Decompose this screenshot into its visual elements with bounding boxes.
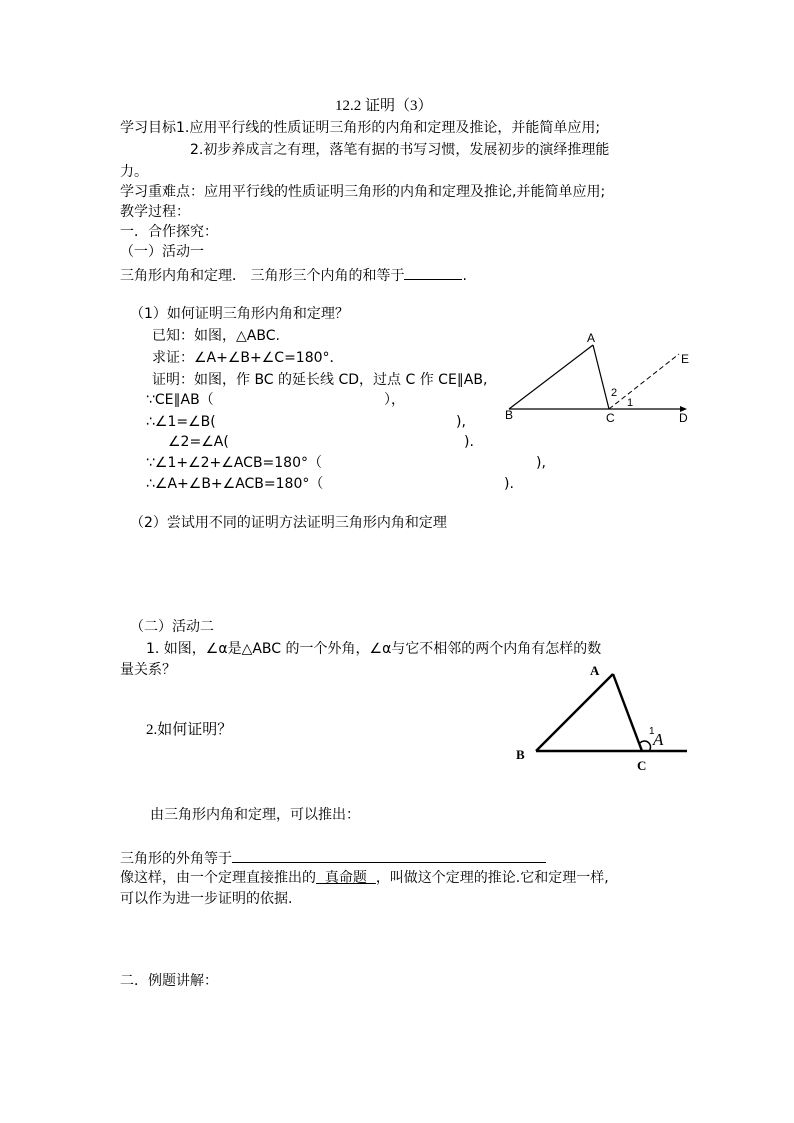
teaching-process: 教学过程： [120, 204, 190, 220]
question-1: （1）如何证明三角形内角和定理？ [130, 306, 349, 322]
label-c: C [637, 758, 647, 773]
objectives-line-1 [120, 118, 600, 138]
label-a: A [590, 663, 600, 678]
proof-step-4-left: ∵∠1+∠2+∠ACB=180°（ [146, 455, 322, 471]
angle-2-label: 2 [611, 387, 618, 399]
angle-alpha-label: A [653, 730, 664, 749]
corollary-text-b: ，叫做这个定理的推论.它和定理一样, [375, 870, 609, 886]
label-e: E [681, 352, 690, 366]
proof-step-5-right: ). [504, 476, 514, 492]
activity-1-heading: （一）活动一 [120, 244, 204, 260]
triangle-figure-2 [512, 660, 692, 775]
label-c: C [606, 411, 615, 423]
proof-step-1-right: ）， [384, 392, 405, 408]
proof-step-1-left: ∵CE∥AB（ [146, 392, 214, 408]
page-title: 12.2 证明（3） [335, 98, 433, 114]
exterior-angle-text: 三角形的外角等于 [120, 851, 232, 867]
objective-1: 1.应用平行线的性质证明三角形的内角和定理及推论，并能简单应用; [176, 120, 601, 136]
theorem-end: . [462, 268, 467, 284]
section-2-heading: 二．例题讲解： [120, 973, 218, 989]
corollary-definition [120, 868, 609, 888]
ray-ce [609, 354, 679, 409]
label-b: B [516, 747, 525, 762]
section-1-heading: 一．合作探究： [120, 224, 218, 240]
side-ac [613, 674, 642, 751]
proof-step-3-left: ∠2=∠A( [168, 434, 229, 450]
objective-2-cont: 力。 [120, 164, 148, 180]
exterior-angle-blank[interactable] [232, 847, 546, 863]
activity-2-q1-line-2: 量关系？ [120, 662, 176, 678]
side-ac [593, 345, 609, 409]
triangle-figure-1 [503, 333, 693, 423]
label-a: A [587, 333, 596, 345]
label-d: D [679, 411, 688, 423]
corollary-continuation: 可以作为进一步证明的依据. [120, 891, 293, 907]
proof-intro: 证明：如图，作 BC 的延长线 CD，过点 C 作 CE∥AB, [152, 372, 488, 388]
derive-statement: 由三角形内角和定理，可以推出： [150, 807, 360, 823]
theorem-statement [120, 264, 467, 286]
corollary-text-a: 像这样，由一个定理直接推出的 [120, 870, 316, 886]
label-b: B [505, 408, 514, 422]
key-points: 学习重难点：应用平行线的性质证明三角形的内角和定理及推论,并能简单应用; [120, 184, 606, 200]
exterior-angle-statement [120, 847, 546, 869]
tick-mark: 1 [649, 726, 655, 737]
proof-step-4-right: ), [536, 455, 546, 471]
question-2: （2）尝试用不同的证明方法证明三角形内角和定理 [130, 515, 447, 531]
proof-step-2-right: ), [456, 414, 466, 430]
angle-1-label: 1 [627, 397, 634, 409]
activity-2-q1-line-1: 1. 如图，∠α是△ABC 的一个外角，∠α与它不相邻的两个内角有怎样的数 [146, 641, 602, 657]
theorem-blank[interactable] [404, 264, 462, 280]
given-statement: 已知：如图，△ABC. [152, 328, 280, 344]
objective-2: 2.初步养成言之有理，落笔有据的书写习惯，发展初步的演绎推理能 [190, 142, 610, 158]
prove-statement: 求证：∠A+∠B+∠C=180°． [152, 350, 344, 366]
objectives-label: 学习目标 [120, 120, 176, 136]
side-ba [509, 345, 593, 409]
proof-step-5-left: ∴∠A+∠B+∠ACB=180°（ [146, 476, 324, 492]
proof-step-3-right: ). [464, 434, 474, 450]
side-ab [536, 674, 613, 751]
corollary-term: 真命题 [316, 870, 376, 886]
proof-step-2-left: ∴∠1=∠B( [146, 414, 216, 430]
activity-2-heading: （二）活动二 [130, 619, 214, 635]
activity-2-q2: 2.如何证明？ [146, 722, 233, 738]
theorem-text: 三角形内角和定理． 三角形三个内角的和等于 [120, 268, 405, 284]
